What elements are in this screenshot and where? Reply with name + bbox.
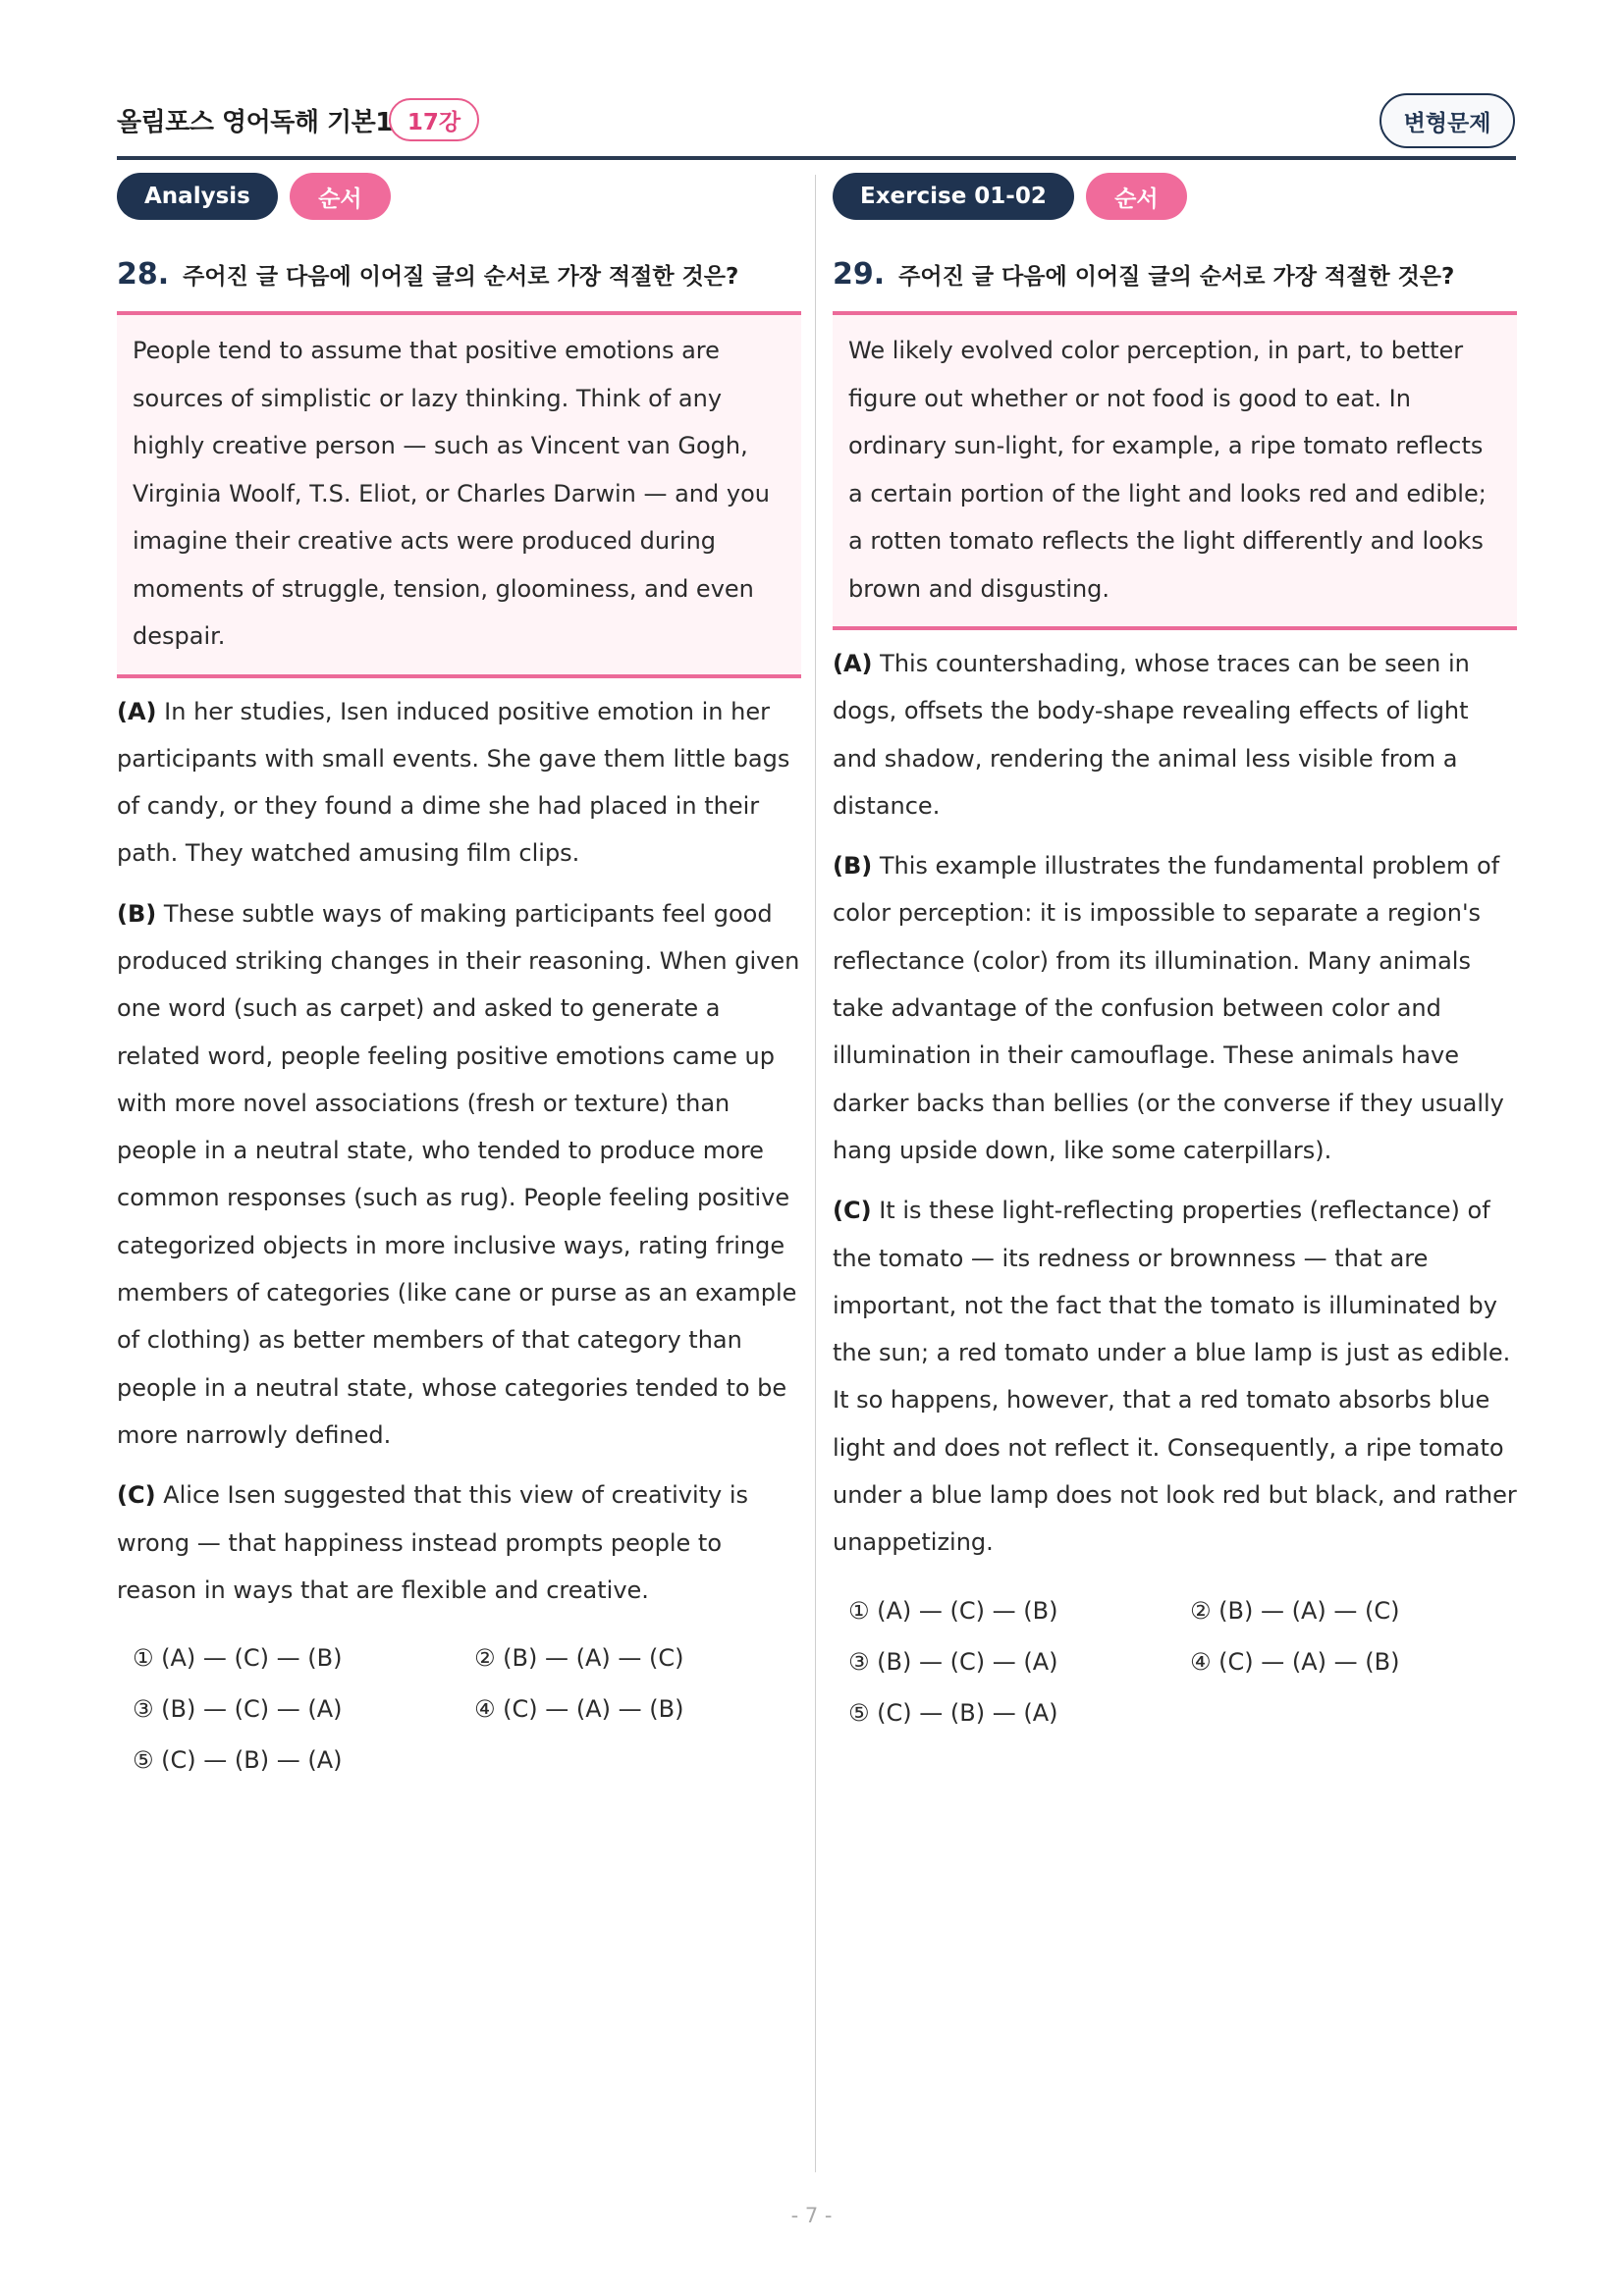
left-question-number: 28. [117, 257, 170, 292]
right-paragraphs [833, 640, 1517, 1567]
left-question [117, 257, 801, 292]
paragraph-text: In her studies, Isen induced positive emotion in her participants with small events. She gave them little bags of candy, or they found a dime she had placed in their path. They watched amusing film clips. [117, 697, 790, 868]
answer-option-1[interactable]: ① (A) — (C) — (B) [133, 1644, 343, 1673]
left-given-passage: People tend to assume that positive emotions are sources of simplistic or lazy thinking. Think of any highly creative person — such as Vincent van Gogh, Virginia Woolf, T.S. Eliot, or Charles Darwin — and you imagine their creative acts were produced during moments of struggle, tension, gloominess, and even despair. [117, 311, 801, 678]
column-divider [815, 175, 816, 2172]
right-category-tag: Exercise 01-02 [833, 173, 1074, 220]
answer-option-5[interactable]: ⑤ (C) — (B) — (A) [133, 1746, 343, 1775]
paragraph-text: It is these light-reflecting properties (reflectance) of the tomato — its redness or brownness — that are important, not the fact that the tomato is illuminated by the sun; a red tomato under a blue lamp is just as edible. It so happens, however, that a red tomato absorbs blue light and does not reflect it. Consequently, a ripe tomato under a blue lamp does not look red but black, and rather unappetizing. [833, 1197, 1517, 1557]
right-tags [833, 173, 1517, 222]
left-paragraphs [117, 688, 801, 1615]
left-paragraph-a [117, 688, 801, 878]
paragraph-text: These subtle ways of making participants feel good produced striking changes in their reasoning. When given one word (such as carpet) and asked to generate a related word, people feeling positive emotions came up with more novel associations (fresh or texture) than people in a neutral state, who tended to produce more common responses (such as rug). People feeling positive categorized objects in more inclusive ways, rating fringe members of categories (like cane or purse as an example of clothing) as better members of that category than people in a neutral state, whose categories tended to be more narrowly defined. [117, 899, 800, 1449]
left-paragraph-c [117, 1471, 801, 1614]
answer-option-3[interactable]: ③ (B) — (C) — (A) [133, 1695, 343, 1724]
right-paragraph-c [833, 1187, 1517, 1566]
answer-option-1[interactable]: ① (A) — (C) — (B) [848, 1596, 1058, 1625]
right-question [833, 257, 1517, 292]
right-column [833, 173, 1517, 1735]
left-tags [117, 173, 801, 222]
paragraph-label: (A) [833, 650, 873, 677]
paragraph-text: This countershading, whose traces can be seen in dogs, offsets the body-shape revealing effects of light and shadow, rendering the animal less visible from a distance. [833, 650, 1470, 820]
answer-option-4[interactable]: ④ (C) — (A) — (B) [474, 1695, 684, 1724]
left-paragraph-b [117, 890, 801, 1460]
right-paragraph-b [833, 842, 1517, 1174]
left-type-tag: 순서 [290, 173, 391, 220]
left-answer-options [117, 1635, 801, 1783]
header-rule [117, 156, 1516, 160]
right-question-number: 29. [833, 257, 886, 292]
answer-option-3[interactable]: ③ (B) — (C) — (A) [848, 1647, 1058, 1676]
answer-option-2[interactable]: ② (B) — (A) — (C) [1190, 1596, 1400, 1625]
header-title: 올림포스 영어독해 기본1 [117, 108, 393, 137]
paragraph-label: (B) [833, 852, 873, 881]
lesson-badge: 17강 [389, 98, 479, 141]
paragraph-label: (C) [833, 1197, 872, 1225]
paragraph-text: This example illustrates the fundamental problem of color perception: it is impossible to separate a region's reflectance (color) from its illumination. Many animals take advantage of the confusion between color and illumination in their camouflage. These animals have darker backs than bellies (or the converse if they usually hang upside down, like some caterpillars). [833, 852, 1504, 1164]
right-given-passage: We likely evolved color perception, in part, to better figure out whether or not food is good to eat. In ordinary sun-light, for example, a ripe tomato reflects a certain portion of the light and looks red and edible; a rotten tomato reflects the light differently and looks brown and disgusting. [833, 311, 1517, 630]
answer-option-5[interactable]: ⑤ (C) — (B) — (A) [848, 1698, 1058, 1727]
paragraph-text: Alice Isen suggested that this view of creativity is wrong — that happiness instead prompts people to reason in ways that are flexible and creative. [117, 1481, 749, 1604]
paragraph-label: (B) [117, 899, 157, 928]
left-column [117, 173, 801, 1783]
paragraph-label: (A) [117, 697, 157, 725]
answer-option-2[interactable]: ② (B) — (A) — (C) [474, 1644, 684, 1673]
page-number: - 7 - [790, 2204, 833, 2227]
paragraph-label: (C) [117, 1481, 156, 1510]
right-paragraph-a [833, 640, 1517, 829]
answer-option-4[interactable]: ④ (C) — (A) — (B) [1190, 1647, 1400, 1676]
right-type-tag: 순서 [1086, 173, 1187, 220]
right-answer-options [833, 1588, 1517, 1735]
right-question-text: 주어진 글 다음에 이어질 글의 순서로 가장 적절한 것은? [898, 264, 1455, 290]
variant-badge: 변형문제 [1380, 93, 1515, 148]
left-category-tag: Analysis [117, 173, 278, 220]
left-question-text: 주어진 글 다음에 이어질 글의 순서로 가장 적절한 것은? [183, 264, 739, 290]
